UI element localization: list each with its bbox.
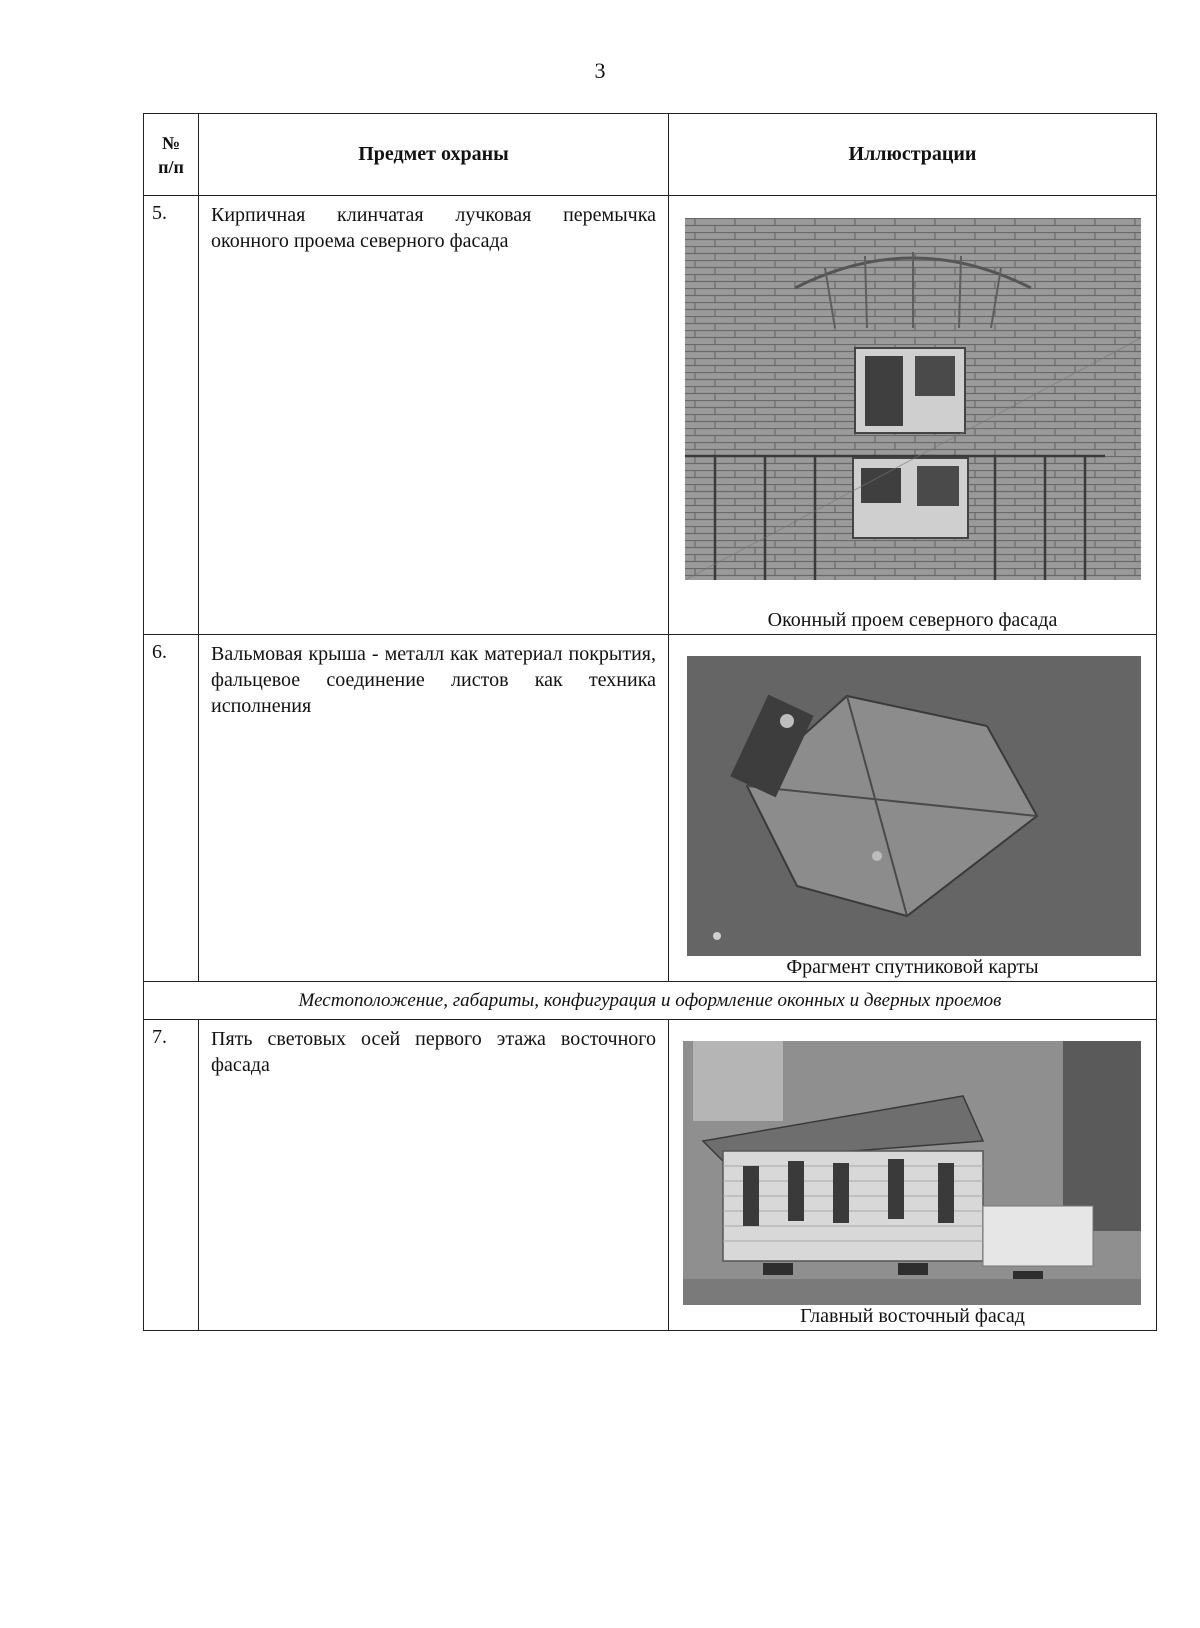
table-row <box>144 1020 1157 1331</box>
east-facade-photo <box>683 1041 1141 1305</box>
row-illustration <box>669 196 1157 635</box>
row-illustration <box>669 1020 1157 1331</box>
row-number: 7. <box>144 1020 199 1331</box>
protection-subject-table <box>143 113 1157 1331</box>
illustration-caption: Оконный проем северного фасада <box>767 609 1058 631</box>
header-subject: Предмет охраны <box>199 114 669 196</box>
table-row <box>144 635 1157 982</box>
window-opening-photo <box>685 218 1141 580</box>
header-illustrations: Иллюстрации <box>669 114 1157 196</box>
row-subject: Вальмовая крыша - металл как материал покрытия, фальцевое соединение листов как техника исполнения <box>199 635 669 982</box>
section-heading: Местоположение, габариты, конфигурация и оформление оконных и дверных проемов <box>144 982 1157 1020</box>
row-illustration <box>669 635 1157 982</box>
row-number: 6. <box>144 635 199 982</box>
row-subject: Кирпичная клинчатая лучковая перемычка оконного проема северного фасада <box>199 196 669 635</box>
row-number: 5. <box>144 196 199 635</box>
page-number: 3 <box>594 58 606 83</box>
illustration-caption: Фрагмент спутниковой карты <box>786 956 1039 978</box>
row-subject: Пять световых осей первого этажа восточного фасада <box>199 1020 669 1331</box>
table-row <box>144 196 1157 635</box>
illustration-caption: Главный восточный фасад <box>800 1305 1025 1327</box>
section-heading-row <box>144 982 1157 1020</box>
satellite-map-fragment-photo <box>687 656 1141 956</box>
table-header-row <box>144 114 1157 196</box>
header-number: № п/п <box>144 114 199 196</box>
